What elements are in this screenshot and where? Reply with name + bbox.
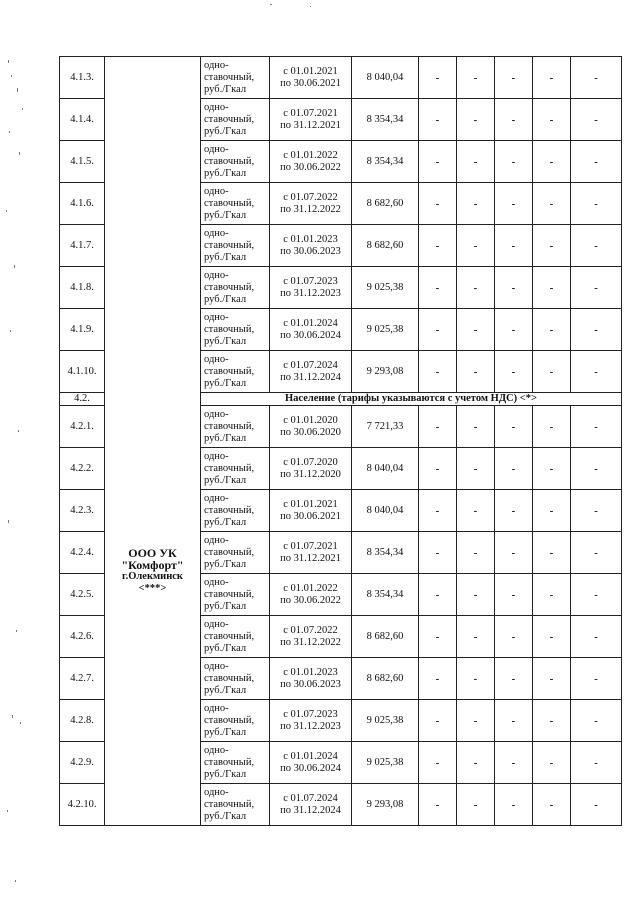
tariff-type-line: руб./Гкал <box>204 167 247 179</box>
tariff-type-line: одно- <box>204 408 229 420</box>
row-number-cell: 4.1.4. <box>60 99 105 141</box>
tariff-type-line: руб./Гкал <box>204 726 247 738</box>
tariff-type-line: ставочный, <box>204 113 255 125</box>
dash-cell: - <box>457 309 495 351</box>
period-to: по 31.12.2024 <box>280 804 341 816</box>
tariff-type-line: руб./Гкал <box>204 83 247 95</box>
period-cell <box>270 309 352 351</box>
dash-cell: - <box>533 742 571 784</box>
dash-cell: - <box>457 490 495 532</box>
period-cell <box>270 784 352 826</box>
dash-cell: - <box>495 700 533 742</box>
section-number-cell: 4.2. <box>60 393 105 406</box>
dash-cell: - <box>571 700 622 742</box>
tariff-type-line: руб./Гкал <box>204 642 247 654</box>
tariff-type-line: ставочный, <box>204 462 255 474</box>
organization-line1: ООО УК <box>128 546 177 560</box>
dash-cell: - <box>495 183 533 225</box>
tariff-type-line: руб./Гкал <box>204 209 247 221</box>
tariff-type-line: руб./Гкал <box>204 558 247 570</box>
tariff-type-line: руб./Гкал <box>204 474 247 486</box>
tariff-type-line: одно- <box>204 311 229 323</box>
period-from: с 01.07.2023 <box>283 275 338 287</box>
tariff-type-cell <box>201 99 270 141</box>
tariff-type-line: одно- <box>204 744 229 756</box>
table-row <box>60 57 622 99</box>
dash-cell: - <box>571 616 622 658</box>
tariff-table <box>59 56 622 826</box>
tariff-value-cell: 9 293,08 <box>352 351 419 393</box>
tariff-type-line: руб./Гкал <box>204 600 247 612</box>
dash-cell: - <box>495 784 533 826</box>
period-from: с 01.01.2024 <box>283 750 338 762</box>
period-to: по 31.12.2020 <box>280 468 341 480</box>
dash-cell: - <box>533 225 571 267</box>
tariff-type-line: одно- <box>204 269 229 281</box>
dash-cell: - <box>495 351 533 393</box>
tariff-type-line: руб./Гкал <box>204 335 247 347</box>
tariff-type-line: одно- <box>204 576 229 588</box>
tariff-value-cell: 9 293,08 <box>352 784 419 826</box>
dash-cell: - <box>457 183 495 225</box>
dash-cell: - <box>419 658 457 700</box>
row-number-cell: 4.1.9. <box>60 309 105 351</box>
tariff-type-line: руб./Гкал <box>204 768 247 780</box>
row-number-cell: 4.2.7. <box>60 658 105 700</box>
dash-cell: - <box>571 267 622 309</box>
dash-cell: - <box>495 616 533 658</box>
period-to: по 30.06.2024 <box>280 329 341 341</box>
tariff-type-line: одно- <box>204 353 229 365</box>
row-number-cell: 4.2.3. <box>60 490 105 532</box>
tariff-type-line: одно- <box>204 492 229 504</box>
period-to: по 30.06.2024 <box>280 762 341 774</box>
tariff-value-cell: 8 040,04 <box>352 448 419 490</box>
tariff-type-line: ставочный, <box>204 546 255 558</box>
dash-cell: - <box>571 225 622 267</box>
tariff-value-cell: 9 025,38 <box>352 267 419 309</box>
dash-cell: - <box>571 309 622 351</box>
tariff-type-line: одно- <box>204 702 229 714</box>
dash-cell: - <box>457 448 495 490</box>
organization-line3: г.Олекминск <box>122 571 183 582</box>
period-to: по 30.06.2023 <box>280 245 341 257</box>
period-cell <box>270 574 352 616</box>
period-from: с 01.01.2023 <box>283 666 338 678</box>
period-to: по 30.06.2021 <box>280 77 341 89</box>
tariff-type-line: ставочный, <box>204 588 255 600</box>
dash-cell: - <box>457 784 495 826</box>
dash-cell: - <box>571 183 622 225</box>
period-from: с 01.01.2021 <box>283 65 338 77</box>
period-cell <box>270 57 352 99</box>
tariff-type-line: ставочный, <box>204 630 255 642</box>
dash-cell: - <box>571 99 622 141</box>
dash-cell: - <box>533 700 571 742</box>
period-to: по 30.06.2023 <box>280 678 341 690</box>
period-from: с 01.07.2022 <box>283 624 338 636</box>
period-from: с 01.07.2020 <box>283 456 338 468</box>
tariff-value-cell: 7 721,33 <box>352 406 419 448</box>
dash-cell: - <box>419 351 457 393</box>
dash-cell: - <box>419 616 457 658</box>
tariff-value-cell: 9 025,38 <box>352 700 419 742</box>
row-number-cell: 4.2.9. <box>60 742 105 784</box>
dash-cell: - <box>457 742 495 784</box>
tariff-type-line: руб./Гкал <box>204 432 247 444</box>
row-number-cell: 4.1.5. <box>60 141 105 183</box>
dash-cell: - <box>495 574 533 616</box>
dash-cell: - <box>419 267 457 309</box>
dash-cell: - <box>533 490 571 532</box>
dash-cell: - <box>571 448 622 490</box>
row-number-cell: 4.2.4. <box>60 532 105 574</box>
tariff-type-cell <box>201 57 270 99</box>
tariff-type-cell <box>201 309 270 351</box>
tariff-type-line: руб./Гкал <box>204 810 247 822</box>
dash-cell: - <box>419 309 457 351</box>
tariff-type-line: руб./Гкал <box>204 684 247 696</box>
tariff-value-cell: 8 040,04 <box>352 57 419 99</box>
period-from: с 01.01.2024 <box>283 317 338 329</box>
dash-cell: - <box>495 57 533 99</box>
period-to: по 31.12.2021 <box>280 552 341 564</box>
tariff-type-line: одно- <box>204 59 229 71</box>
dash-cell: - <box>419 99 457 141</box>
tariff-type-cell <box>201 141 270 183</box>
dash-cell: - <box>419 700 457 742</box>
tariff-value-cell: 8 354,34 <box>352 532 419 574</box>
tariff-type-cell <box>201 616 270 658</box>
dash-cell: - <box>533 532 571 574</box>
period-to: по 31.12.2021 <box>280 119 341 131</box>
dash-cell: - <box>419 532 457 574</box>
period-cell <box>270 616 352 658</box>
tariff-type-cell <box>201 351 270 393</box>
period-from: с 01.07.2022 <box>283 191 338 203</box>
organization-line4: <***> <box>138 583 167 594</box>
period-from: с 01.07.2021 <box>283 107 338 119</box>
period-cell <box>270 406 352 448</box>
dash-cell: - <box>457 700 495 742</box>
tariff-type-line: руб./Гкал <box>204 125 247 137</box>
dash-cell: - <box>571 490 622 532</box>
period-cell <box>270 99 352 141</box>
tariff-type-line: одно- <box>204 660 229 672</box>
dash-cell: - <box>533 309 571 351</box>
tariff-value-cell: 8 040,04 <box>352 490 419 532</box>
dash-cell: - <box>571 658 622 700</box>
dash-cell: - <box>533 267 571 309</box>
dash-cell: - <box>533 448 571 490</box>
period-to: по 30.06.2020 <box>280 426 341 438</box>
section-title-cell: Население (тарифы указываются с учетом НДС) <*> <box>201 393 622 406</box>
tariff-type-cell <box>201 574 270 616</box>
tariff-type-line: руб./Гкал <box>204 516 247 528</box>
dash-cell: - <box>533 616 571 658</box>
dash-cell: - <box>533 784 571 826</box>
dash-cell: - <box>533 406 571 448</box>
dash-cell: - <box>419 183 457 225</box>
period-from: с 01.01.2021 <box>283 498 338 510</box>
dash-cell: - <box>495 532 533 574</box>
tariff-type-line: руб./Гкал <box>204 293 247 305</box>
dash-cell: - <box>571 141 622 183</box>
row-number-cell: 4.1.6. <box>60 183 105 225</box>
tariff-type-cell <box>201 406 270 448</box>
tariff-type-line: ставочный, <box>204 155 255 167</box>
tariff-type-line: ставочный, <box>204 420 255 432</box>
tariff-type-line: ставочный, <box>204 239 255 251</box>
dash-cell: - <box>533 57 571 99</box>
tariff-table-body <box>60 57 622 826</box>
row-number-cell: 4.2.2. <box>60 448 105 490</box>
dash-cell: - <box>457 616 495 658</box>
period-cell <box>270 490 352 532</box>
tariff-value-cell: 9 025,38 <box>352 309 419 351</box>
tariff-type-line: ставочный, <box>204 672 255 684</box>
period-from: с 01.01.2022 <box>283 149 338 161</box>
dash-cell: - <box>419 141 457 183</box>
dash-cell: - <box>533 574 571 616</box>
dash-cell: - <box>571 742 622 784</box>
tariff-type-line: ставочный, <box>204 365 255 377</box>
dash-cell: - <box>419 742 457 784</box>
tariff-type-cell <box>201 490 270 532</box>
period-cell <box>270 267 352 309</box>
tariff-type-cell <box>201 784 270 826</box>
dash-cell: - <box>571 57 622 99</box>
row-number-cell: 4.2.6. <box>60 616 105 658</box>
period-cell <box>270 532 352 574</box>
row-number-cell: 4.2.8. <box>60 700 105 742</box>
tariff-type-cell <box>201 225 270 267</box>
tariff-type-line: одно- <box>204 450 229 462</box>
period-to: по 31.12.2023 <box>280 287 341 299</box>
dash-cell: - <box>495 141 533 183</box>
tariff-value-cell: 8 354,34 <box>352 574 419 616</box>
organization-cell <box>105 57 201 826</box>
dash-cell: - <box>495 742 533 784</box>
row-number-cell: 4.1.3. <box>60 57 105 99</box>
period-cell <box>270 141 352 183</box>
dash-cell: - <box>419 784 457 826</box>
row-number-cell: 4.2.5. <box>60 574 105 616</box>
period-cell <box>270 742 352 784</box>
tariff-type-line: одно- <box>204 786 229 798</box>
dash-cell: - <box>495 406 533 448</box>
tariff-type-line: руб./Гкал <box>204 251 247 263</box>
dash-cell: - <box>457 532 495 574</box>
dash-cell: - <box>457 406 495 448</box>
dash-cell: - <box>495 309 533 351</box>
tariff-type-line: ставочный, <box>204 798 255 810</box>
dash-cell: - <box>419 574 457 616</box>
tariff-type-line: ставочный, <box>204 323 255 335</box>
dash-cell: - <box>533 183 571 225</box>
tariff-type-line: руб./Гкал <box>204 377 247 389</box>
period-cell <box>270 700 352 742</box>
row-number-cell: 4.2.1. <box>60 406 105 448</box>
tariff-type-line: одно- <box>204 534 229 546</box>
dash-cell: - <box>419 57 457 99</box>
dash-cell: - <box>457 351 495 393</box>
tariff-value-cell: 8 682,60 <box>352 616 419 658</box>
tariff-type-line: одно- <box>204 618 229 630</box>
tariff-type-line: одно- <box>204 227 229 239</box>
period-cell <box>270 658 352 700</box>
dash-cell: - <box>495 448 533 490</box>
tariff-value-cell: 9 025,38 <box>352 742 419 784</box>
dash-cell: - <box>571 532 622 574</box>
dash-cell: - <box>457 57 495 99</box>
dash-cell: - <box>571 574 622 616</box>
dash-cell: - <box>495 99 533 141</box>
tariff-type-cell <box>201 183 270 225</box>
period-to: по 30.06.2022 <box>280 161 341 173</box>
period-from: с 01.07.2024 <box>283 359 338 371</box>
period-cell <box>270 351 352 393</box>
tariff-type-line: одно- <box>204 185 229 197</box>
row-number-cell: 4.1.7. <box>60 225 105 267</box>
row-number-cell: 4.2.10. <box>60 784 105 826</box>
period-to: по 31.12.2023 <box>280 720 341 732</box>
period-to: по 30.06.2021 <box>280 510 341 522</box>
period-to: по 31.12.2024 <box>280 371 341 383</box>
period-from: с 01.07.2023 <box>283 708 338 720</box>
dash-cell: - <box>571 406 622 448</box>
tariff-value-cell: 8 682,60 <box>352 225 419 267</box>
dash-cell: - <box>419 490 457 532</box>
tariff-type-line: одно- <box>204 101 229 113</box>
dash-cell: - <box>495 267 533 309</box>
period-to: по 30.06.2022 <box>280 594 341 606</box>
dash-cell: - <box>533 99 571 141</box>
dash-cell: - <box>457 574 495 616</box>
tariff-type-cell <box>201 532 270 574</box>
tariff-value-cell: 8 682,60 <box>352 658 419 700</box>
tariff-type-cell <box>201 700 270 742</box>
tariff-type-cell <box>201 448 270 490</box>
period-to: по 31.12.2022 <box>280 636 341 648</box>
dash-cell: - <box>457 658 495 700</box>
tariff-type-cell <box>201 658 270 700</box>
period-from: с 01.07.2021 <box>283 540 338 552</box>
tariff-type-line: ставочный, <box>204 756 255 768</box>
dash-cell: - <box>457 267 495 309</box>
dash-cell: - <box>419 406 457 448</box>
tariff-type-line: ставочный, <box>204 71 255 83</box>
row-number-cell: 4.1.10. <box>60 351 105 393</box>
dash-cell: - <box>457 225 495 267</box>
period-cell <box>270 183 352 225</box>
tariff-value-cell: 8 354,34 <box>352 99 419 141</box>
tariff-type-line: ставочный, <box>204 714 255 726</box>
dash-cell: - <box>495 658 533 700</box>
row-number-cell: 4.1.8. <box>60 267 105 309</box>
dash-cell: - <box>419 448 457 490</box>
period-from: с 01.01.2022 <box>283 582 338 594</box>
tariff-type-line: ставочный, <box>204 281 255 293</box>
tariff-value-cell: 8 354,34 <box>352 141 419 183</box>
tariff-type-cell <box>201 742 270 784</box>
tariff-type-line: ставочный, <box>204 197 255 209</box>
tariff-type-line: одно- <box>204 143 229 155</box>
dash-cell: - <box>571 784 622 826</box>
period-to: по 31.12.2022 <box>280 203 341 215</box>
period-cell <box>270 225 352 267</box>
tariff-type-line: ставочный, <box>204 504 255 516</box>
organization-line2: "Комфорт" <box>121 558 184 572</box>
period-cell <box>270 448 352 490</box>
dash-cell: - <box>495 490 533 532</box>
dash-cell: - <box>495 225 533 267</box>
dash-cell: - <box>457 99 495 141</box>
dash-cell: - <box>571 351 622 393</box>
tariff-value-cell: 8 682,60 <box>352 183 419 225</box>
dash-cell: - <box>419 225 457 267</box>
dash-cell: - <box>533 351 571 393</box>
period-from: с 01.07.2024 <box>283 792 338 804</box>
dash-cell: - <box>457 141 495 183</box>
period-from: с 01.01.2020 <box>283 414 338 426</box>
tariff-type-cell <box>201 267 270 309</box>
dash-cell: - <box>533 141 571 183</box>
period-from: с 01.01.2023 <box>283 233 338 245</box>
dash-cell: - <box>533 658 571 700</box>
